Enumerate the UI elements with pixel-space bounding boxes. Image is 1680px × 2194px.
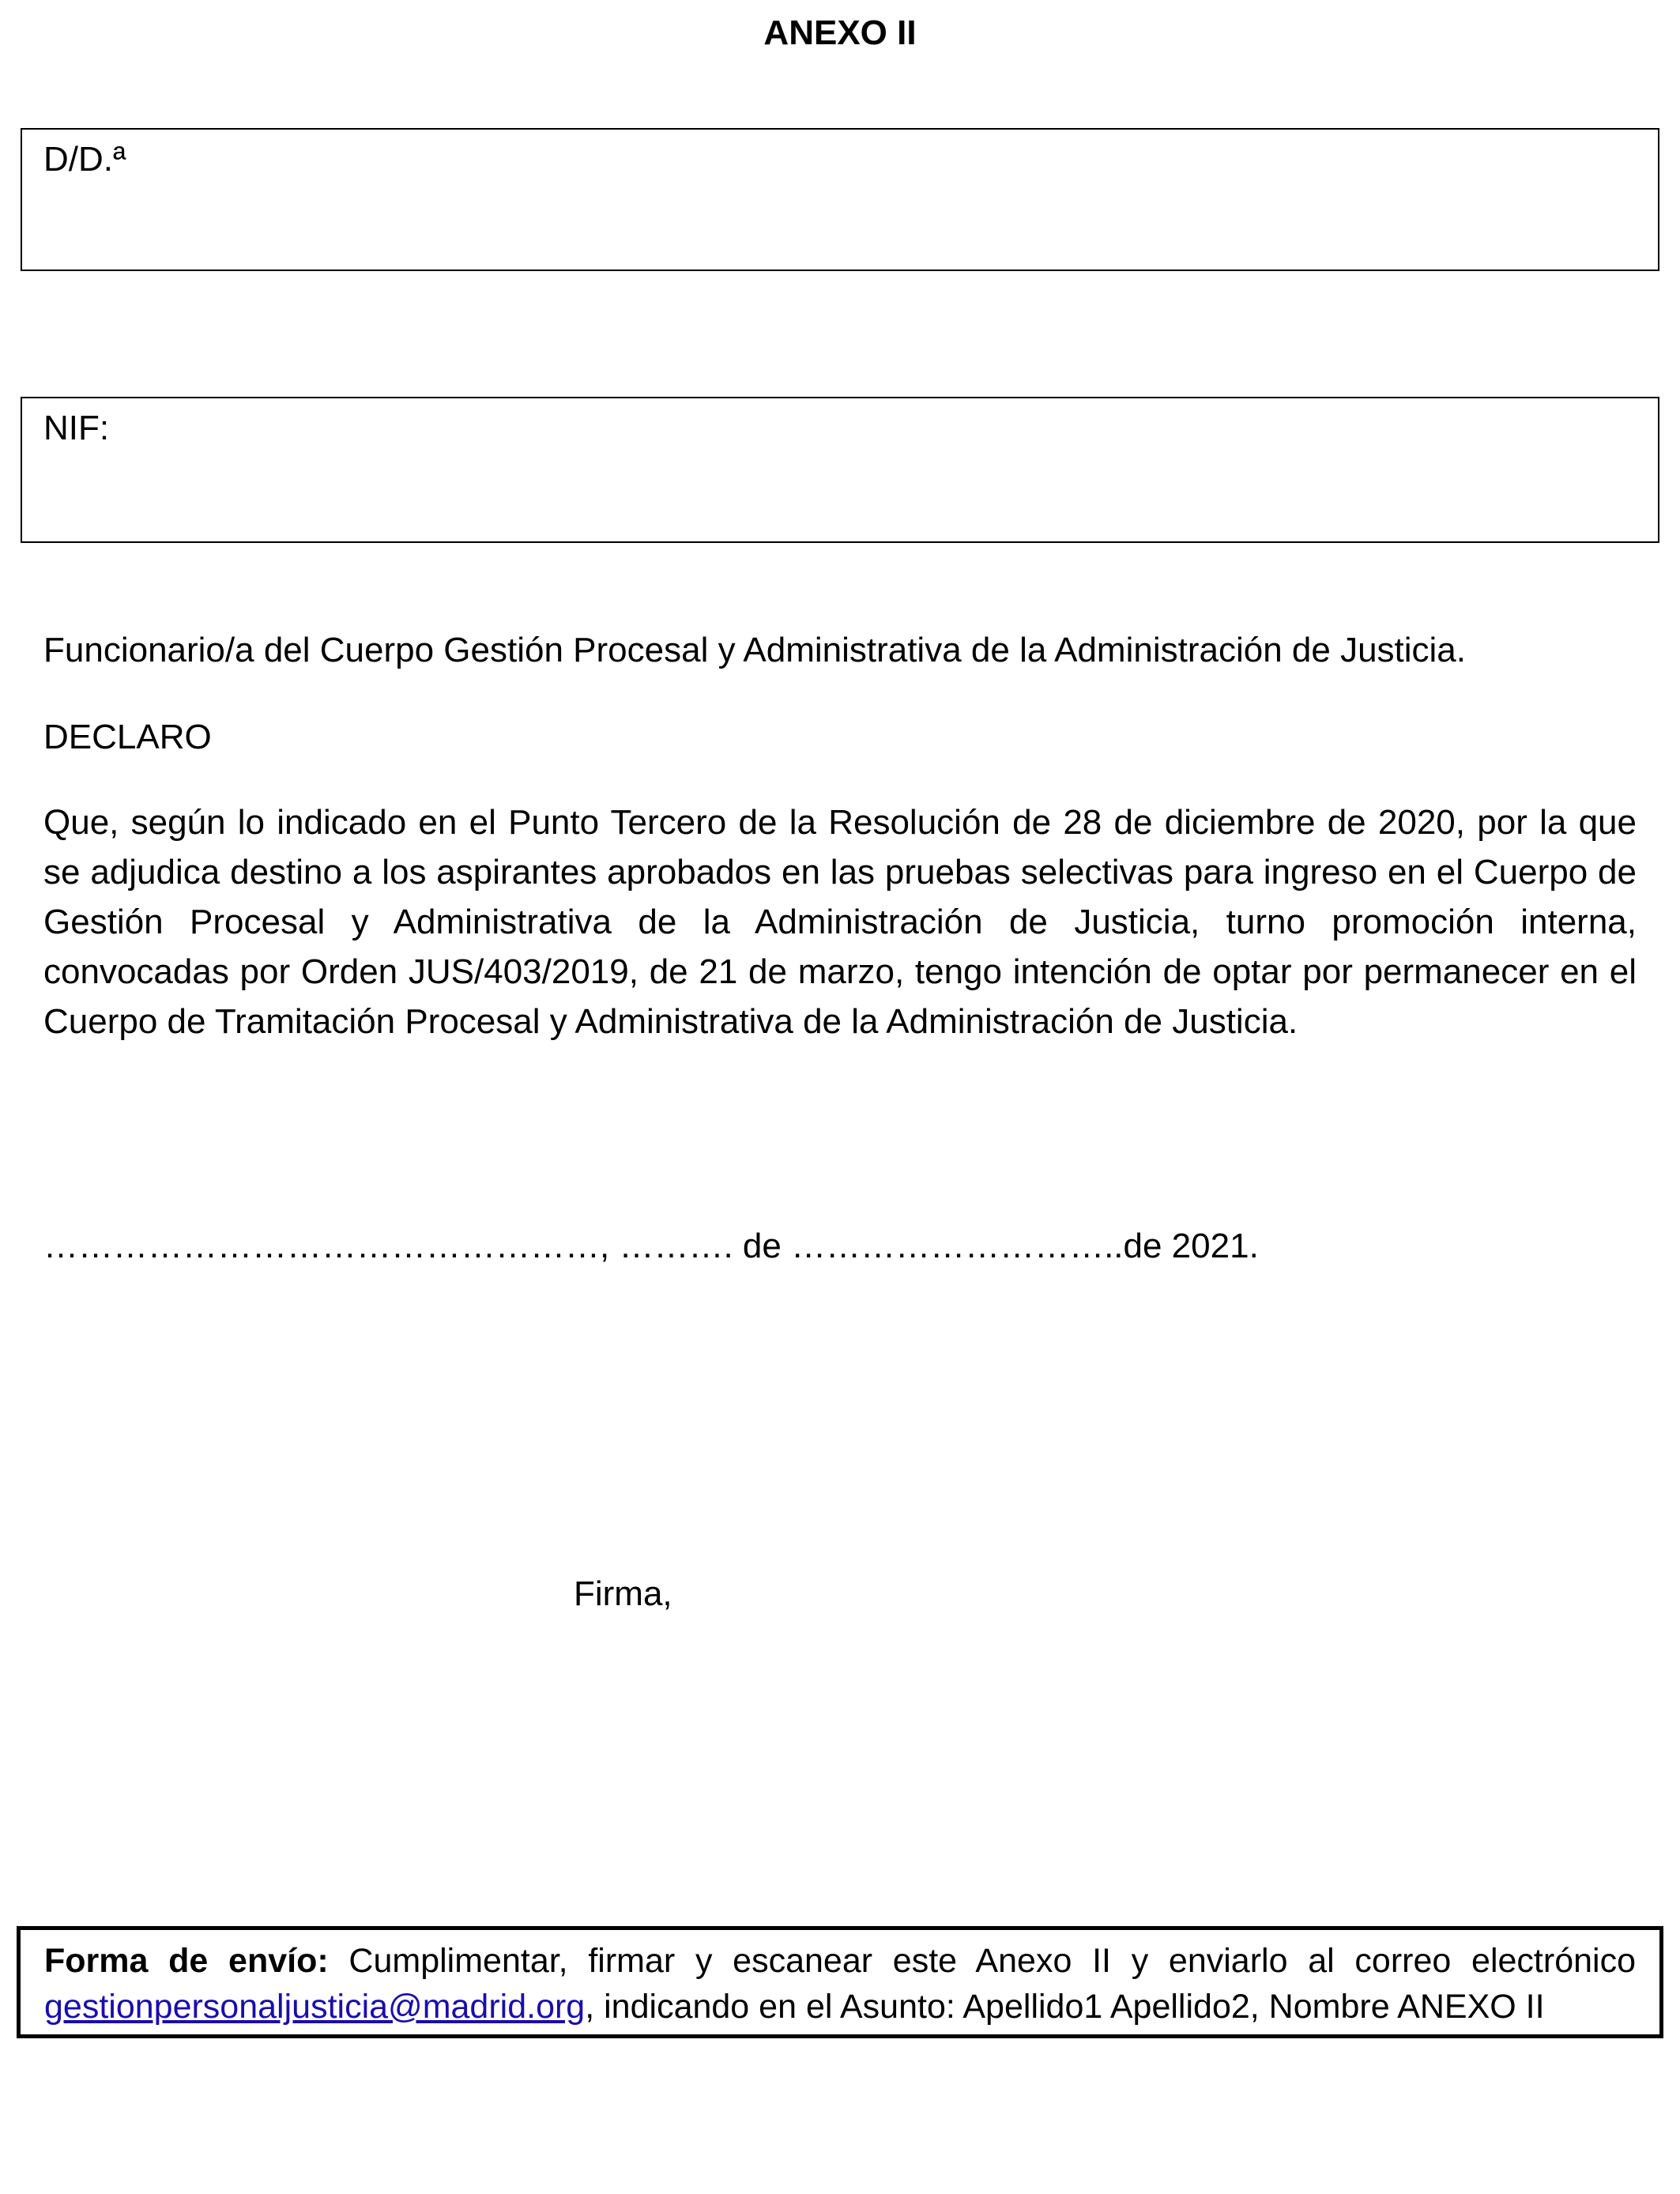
submission-instructions-box (17, 1926, 1663, 2038)
email-link[interactable]: gestionpersonaljusticia@madrid.org (44, 1988, 586, 2026)
declaration-body: Que, según lo indicado en el Punto Tercero de la Resolución de 28 de diciembre de 2020, por la que se adjudica destino a los aspirantes aprobados en las pruebas selectivas para ingreso en el Cuerpo de Gestión Procesal y Administrativa de la Administración de Justicia, turno promoción interna, convocadas por Orden JUS/403/2019, de 21 de marzo, tengo intención de optar por permanecer en el Cuerpo de Tramitación Procesal y Administrativa de la Administración de Justicia. (43, 803, 1637, 1041)
name-field-label: D/D.ª (43, 140, 126, 179)
nif-field-label: NIF: (43, 409, 110, 447)
submission-text-2: , indicando en el Asunto: Apellido1 Apellido2, Nombre ANEXO II (585, 1988, 1545, 2026)
submission-text-1: Cumplimentar, firmar y escanear este Anexo II y enviarlo al correo electrónico (328, 1942, 1636, 1980)
declaro-heading: DECLARO (43, 718, 212, 756)
intro-text: Funcionario/a del Cuerpo Gestión Procesal y Administrativa de la Administración de Justicia. (43, 631, 1467, 669)
signature-label: Firma, (574, 1574, 672, 1613)
nif-field[interactable] (21, 397, 1659, 543)
submission-lead: Forma de envío: (44, 1942, 329, 1980)
name-field[interactable] (21, 128, 1659, 271)
date-line: …………………………………………, ………. de ………………………..de 2021. (43, 1227, 1259, 1265)
page-title: ANEXO II (763, 13, 917, 52)
